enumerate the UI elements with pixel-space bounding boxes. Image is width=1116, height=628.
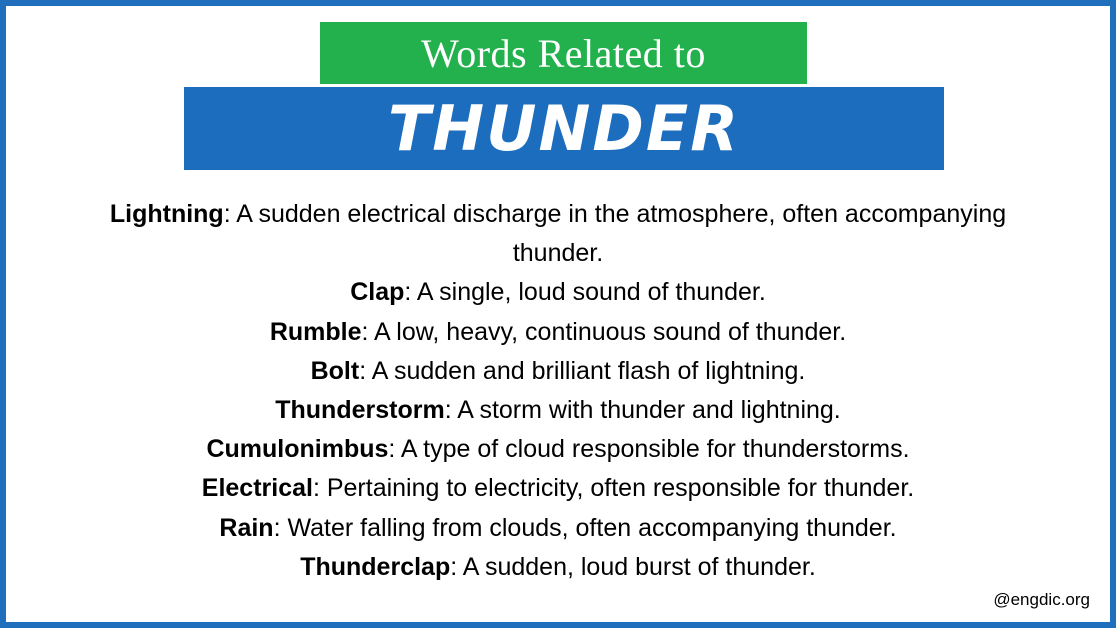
word-definition: : A single, loud sound of thunder. (404, 278, 766, 307)
word-entry (66, 195, 1050, 273)
title-text: THUNDER (388, 92, 740, 165)
word-definition: : A type of cloud responsible for thunderstorms. (388, 435, 910, 464)
word-term: Thunderclap (300, 552, 451, 581)
word-definition: : Water falling from clouds, often accompanying thunder. (273, 513, 897, 542)
word-term: Rumble (269, 317, 362, 346)
word-definition: : A sudden electrical discharge in the atmosphere, often accompanying thunder. (223, 200, 1007, 268)
word-definition: : A sudden and brilliant flash of lightning. (359, 356, 806, 385)
word-term: Lightning (109, 200, 224, 228)
word-term: Cumulonimbus (206, 435, 389, 464)
word-term: Clap (350, 278, 405, 307)
word-definition: : A low, heavy, continuous sound of thunder. (361, 317, 847, 346)
word-entry (66, 548, 1050, 587)
word-definition: : A storm with thunder and lightning. (444, 396, 841, 425)
word-entry (66, 430, 1050, 469)
word-term: Rain (219, 513, 274, 542)
word-definition: : A sudden, loud burst of thunder. (450, 552, 816, 581)
word-entry (66, 352, 1050, 391)
word-term: Bolt (310, 356, 360, 385)
subtitle-banner (320, 22, 807, 84)
word-entry (66, 313, 1050, 352)
word-entry (66, 391, 1050, 430)
subtitle-text: Words Related to (421, 30, 706, 76)
word-definition: : Pertaining to electricity, often responsible for thunder. (312, 474, 915, 503)
word-list (66, 195, 1050, 587)
word-entry (66, 509, 1050, 548)
word-term: Electrical (201, 474, 313, 503)
word-term: Thunderstorm (275, 396, 445, 425)
title-banner (184, 87, 944, 170)
word-entry (66, 273, 1050, 312)
site-credit: @engdic.org (993, 590, 1090, 609)
word-entry (66, 469, 1050, 508)
